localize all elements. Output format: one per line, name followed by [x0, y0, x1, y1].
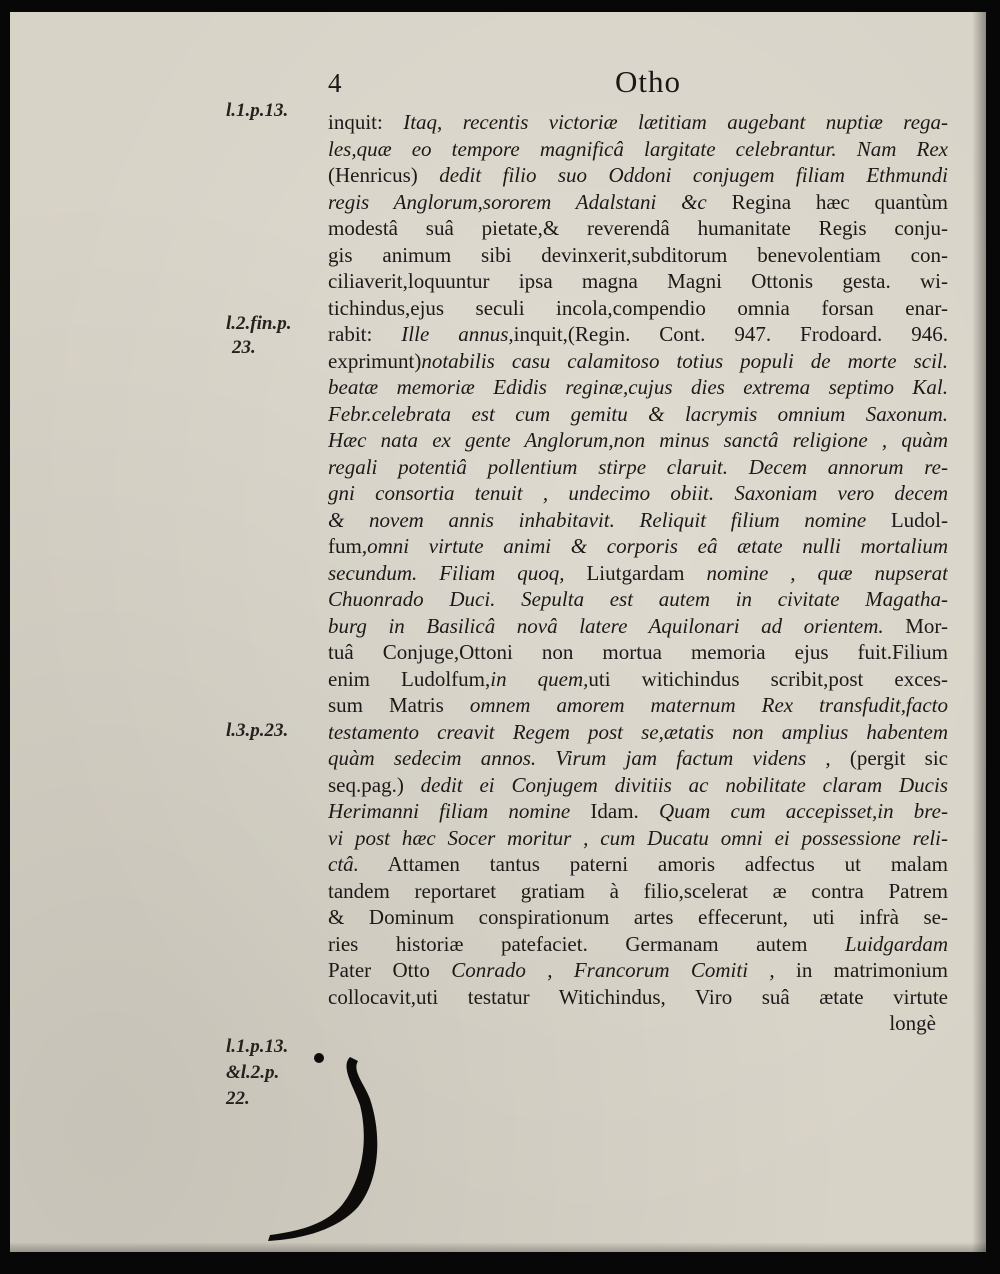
italic-text-run: & novem annis inhabitavit. Reliquit filium nomine [328, 507, 891, 532]
italic-text-run: vi post hæc Socer moritur , cum Ducatu omni ei possessione reli- [328, 825, 948, 850]
text-line [328, 904, 948, 931]
italic-text-run: les,quæ eo tempore magnificâ largitate celebrantur. Nam Rex [328, 136, 948, 161]
text-run: in matrimonium [774, 958, 948, 982]
text-line [328, 560, 948, 587]
text-run: collocavit,uti testatur Witichindus, Viro suâ ætate virtute [328, 984, 948, 1009]
text-line [328, 957, 948, 984]
running-title: Otho [615, 64, 681, 99]
marginal-note-line: 22. [226, 1088, 250, 1109]
text-run: rabit: [328, 322, 402, 346]
marginal-note-2 [226, 312, 291, 360]
text-run: ries historiæ patefaciet. Germanam autem [328, 931, 845, 956]
marginal-note-line: 23. [232, 337, 256, 358]
italic-text-run: Luidgardam [844, 931, 948, 956]
italic-text-run: Chuonrado Duci. Sepulta est autem in civitate Magatha- [328, 587, 948, 611]
italic-text-run: nomine , quæ nupserat [706, 560, 948, 585]
text-line [328, 427, 948, 454]
italic-text-run: Hæc nata ex gente Anglorum,non minus sanctâ religione , quàm [328, 428, 948, 452]
italic-text-run: regis Anglorum,sororem Adalstani &c [328, 189, 732, 214]
text-line [328, 798, 948, 825]
italic-text-run: omnem amorem maternum Rex transfudit,facto [469, 693, 948, 717]
italic-text-run: secundum. Filiam quoq, [328, 560, 587, 585]
italic-text-run: dedit filio suo Oddoni conjugem filiam Ethmundi [439, 163, 948, 187]
italic-text-run: Quam cum accepisset,in bre- [659, 799, 948, 823]
text-run: exprimunt) [328, 348, 422, 373]
text-run: gis animum sibi devinxerit,subditorum benevolentiam con- [328, 242, 948, 267]
text-run: modestâ suâ pietate,& reverendâ humanitate Regis conju- [328, 216, 948, 240]
text-line [328, 454, 948, 481]
text-line [328, 189, 948, 216]
text-line [328, 268, 948, 295]
marginal-note-line: l.3.p.23. [226, 720, 289, 741]
italic-text-run: Febr.celebrata est cum gemitu & lacrymis omnium Saxonum. [328, 401, 948, 426]
marginal-note-3 [226, 719, 288, 743]
text-line [328, 719, 948, 746]
text-line [328, 109, 948, 136]
italic-text-run: quàm sedecim annos. Virum jam factum videns , [328, 746, 831, 770]
text-line [328, 613, 948, 640]
text-line [328, 851, 948, 878]
marginal-note-line: l.1.p.13. [226, 100, 289, 121]
italic-text-run: regali potentiâ pollentium stirpe claruit. Decem annorum re- [328, 454, 948, 479]
text-run: (pergit sic [830, 746, 948, 770]
italic-text-run: ctâ. [328, 852, 359, 876]
text-line [328, 533, 948, 560]
text-line [328, 931, 948, 958]
text-run: tuâ Conjuge,Ottoni non mortua memoria ejus fuit.Filium [328, 640, 948, 664]
text-line [328, 745, 948, 772]
text-line [328, 507, 948, 534]
text-run: tichindus,ejus seculi incola,compendio omnia forsan enar- [328, 295, 948, 320]
text-line [328, 825, 948, 852]
text-run: & Dominum conspirationum artes effecerunt, uti infrà se- [328, 905, 948, 929]
text-line [328, 586, 948, 613]
text-line [328, 348, 948, 375]
italic-text-run: omni virtute animi & corporis eâ ætate nulli mortalium [367, 534, 948, 558]
marginal-note-1 [226, 99, 288, 123]
text-run: uti witichindus scribit,post exces- [588, 666, 948, 691]
body-text [328, 109, 948, 1037]
italic-text-run: gni consortia tenuit , undecimo obiit. Saxoniam vero decem [328, 481, 948, 505]
italic-text-run: Ille annus, [401, 322, 514, 346]
text-run: sum Matris [328, 693, 470, 717]
book-page [10, 12, 986, 1252]
text-line [328, 984, 948, 1011]
text-line [328, 374, 948, 401]
page-number: 4 [328, 68, 342, 98]
text-run: fum, [328, 534, 368, 558]
text-run: Regina hæc quantùm [731, 189, 948, 214]
text-line [328, 242, 948, 269]
italic-text-run: notabilis casu calamitoso totius populi de morte scil. [421, 348, 948, 373]
italic-text-run: burg in Basilicâ novâ latere Aquilonari ad orientem. [328, 613, 884, 638]
italic-text-run: testamento creavit Regem post se,ætatis non amplius habentem [328, 719, 948, 744]
text-line [328, 772, 948, 799]
text-line [328, 692, 948, 719]
text-run: inquit,(Regin. Cont. 947. Frodoard. 946. [513, 322, 948, 346]
text-run: Attamen tantus paterni amoris adfectus ut malam [358, 852, 948, 876]
text-line [328, 639, 948, 666]
italic-text-run: beatæ memoriæ Edidis reginæ,cujus dies extrema septimo Kal. [328, 375, 948, 399]
text-line [328, 295, 948, 322]
text-run: Ludol- [890, 507, 948, 532]
text-line [328, 666, 948, 693]
italic-text-run: dedit ei Conjugem divitiis ac nobilitate claram Ducis [403, 772, 948, 797]
text-run: (Henricus) [328, 163, 440, 187]
text-run: seq.pag.) [328, 772, 404, 797]
text-line [328, 215, 948, 242]
page-bottom-shadow [10, 1242, 986, 1252]
text-run: Idam. [590, 799, 659, 823]
text-line [328, 401, 948, 428]
text-line [328, 878, 948, 905]
italic-text-run: Itaq, recentis victoriæ lætitiam augebant nuptiæ rega- [403, 110, 948, 134]
marginal-note-line: l.1.p.13. [226, 1036, 289, 1057]
marginal-note-line: &l.2.p. [226, 1062, 280, 1083]
ink-stroke-mark [242, 1047, 382, 1247]
text-line [328, 321, 948, 348]
italic-text-run: Herimanni filiam nomine [328, 799, 591, 823]
marginal-note-line: l.2.fin.p. [226, 313, 292, 334]
text-run: Pater Otto [328, 958, 452, 982]
text-run: enim Ludolfum, [328, 666, 491, 691]
catchword: longè [889, 1011, 936, 1035]
text-line [328, 162, 948, 189]
text-line [328, 136, 948, 163]
italic-text-run: Conrado , Francorum Comiti , [451, 958, 775, 982]
italic-text-run: in quem, [490, 666, 589, 691]
text-run: Mor- [883, 613, 948, 638]
text-run: ciliaverit,loquuntur ipsa magna Magni Ottonis gesta. wi- [328, 269, 948, 293]
page-edge-shadow [972, 12, 986, 1252]
text-run: tandem reportaret gratiam à filio,scelerat æ contra Patrem [328, 878, 948, 903]
text-run: Liutgardam [586, 560, 707, 585]
text-run: inquit: [328, 110, 404, 134]
text-line [328, 480, 948, 507]
